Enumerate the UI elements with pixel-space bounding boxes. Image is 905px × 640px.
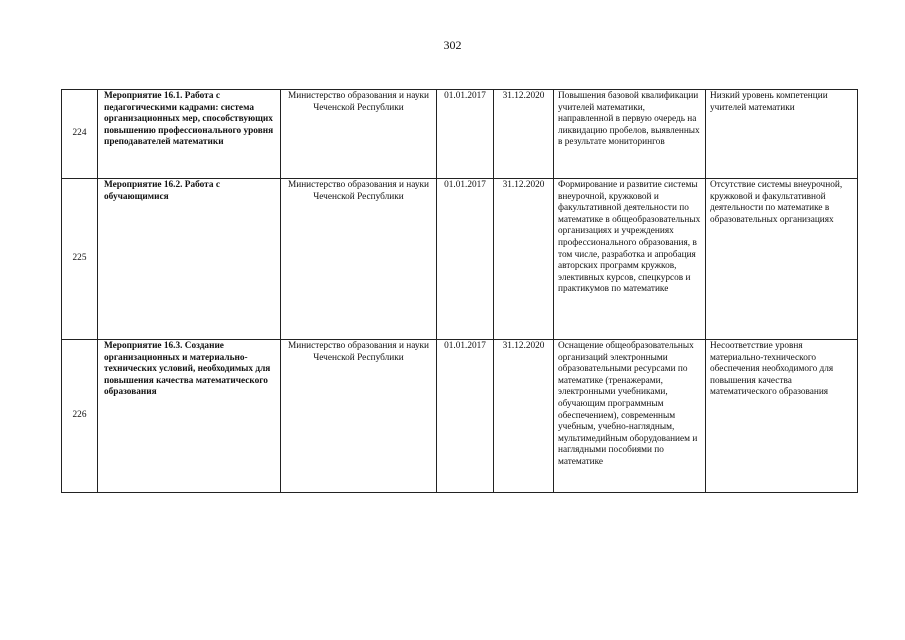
problem-description: Отсутствие системы внеурочной, кружковой и факультативной деятельности по математике в образовательных организациях bbox=[706, 179, 858, 340]
event-title: Мероприятие 16.3. Создание организационных и материально-технических условий, необходимых для повышения качества математического образования bbox=[98, 340, 281, 493]
table-row bbox=[62, 90, 858, 179]
end-date: 31.12.2020 bbox=[494, 340, 554, 493]
executor-cell: Министерство образования и науки Чеченской Республики bbox=[281, 90, 437, 179]
row-number: 224 bbox=[62, 90, 98, 179]
event-title: Мероприятие 16.1. Работа с педагогическими кадрами: система организационных мер, способствующих повышению профессионального уровня преподавателей математики bbox=[98, 90, 281, 179]
problem-description: Низкий уровень компетенции учителей математики bbox=[706, 90, 858, 179]
end-date: 31.12.2020 bbox=[494, 179, 554, 340]
start-date: 01.01.2017 bbox=[437, 90, 494, 179]
executor-cell: Министерство образования и науки Чеченской Республики bbox=[281, 340, 437, 493]
expected-result: Повышения базовой квалификации учителей математики, направленной в первую очередь на ликвидацию пробелов, выявленных в результате мониторингов bbox=[554, 90, 706, 179]
page-number: 302 bbox=[443, 38, 462, 52]
expected-result: Формирование и развитие системы внеурочной, кружковой и факультативной деятельности по математике в общеобразовательных организациях и учреждениях профессионального образования, в том числе, разработка и апробация авторских программ кружков, элективных курсов, спецкурсов и практикумов по математике bbox=[554, 179, 706, 340]
start-date: 01.01.2017 bbox=[437, 179, 494, 340]
table-row bbox=[62, 340, 858, 493]
executor-cell: Министерство образования и науки Чеченской Республики bbox=[281, 179, 437, 340]
row-number: 225 bbox=[62, 179, 98, 340]
expected-result: Оснащение общеобразовательных организаций электронными образовательными ресурсами по математике (тренажерами, электронными учебниками, обучающим программным обеспечением), современным учебным, учебно-наглядным, мультимедийным оборудованием и наглядными пособиями по математике bbox=[554, 340, 706, 493]
event-title: Мероприятие 16.2. Работа с обучающимися bbox=[98, 179, 281, 340]
problem-description: Несоответствие уровня материально-технического обеспечения необходимого для повышения качества математического образования bbox=[706, 340, 858, 493]
end-date: 31.12.2020 bbox=[494, 90, 554, 179]
measures-table bbox=[61, 89, 858, 493]
start-date: 01.01.2017 bbox=[437, 340, 494, 493]
row-number: 226 bbox=[62, 340, 98, 493]
table-row bbox=[62, 179, 858, 340]
